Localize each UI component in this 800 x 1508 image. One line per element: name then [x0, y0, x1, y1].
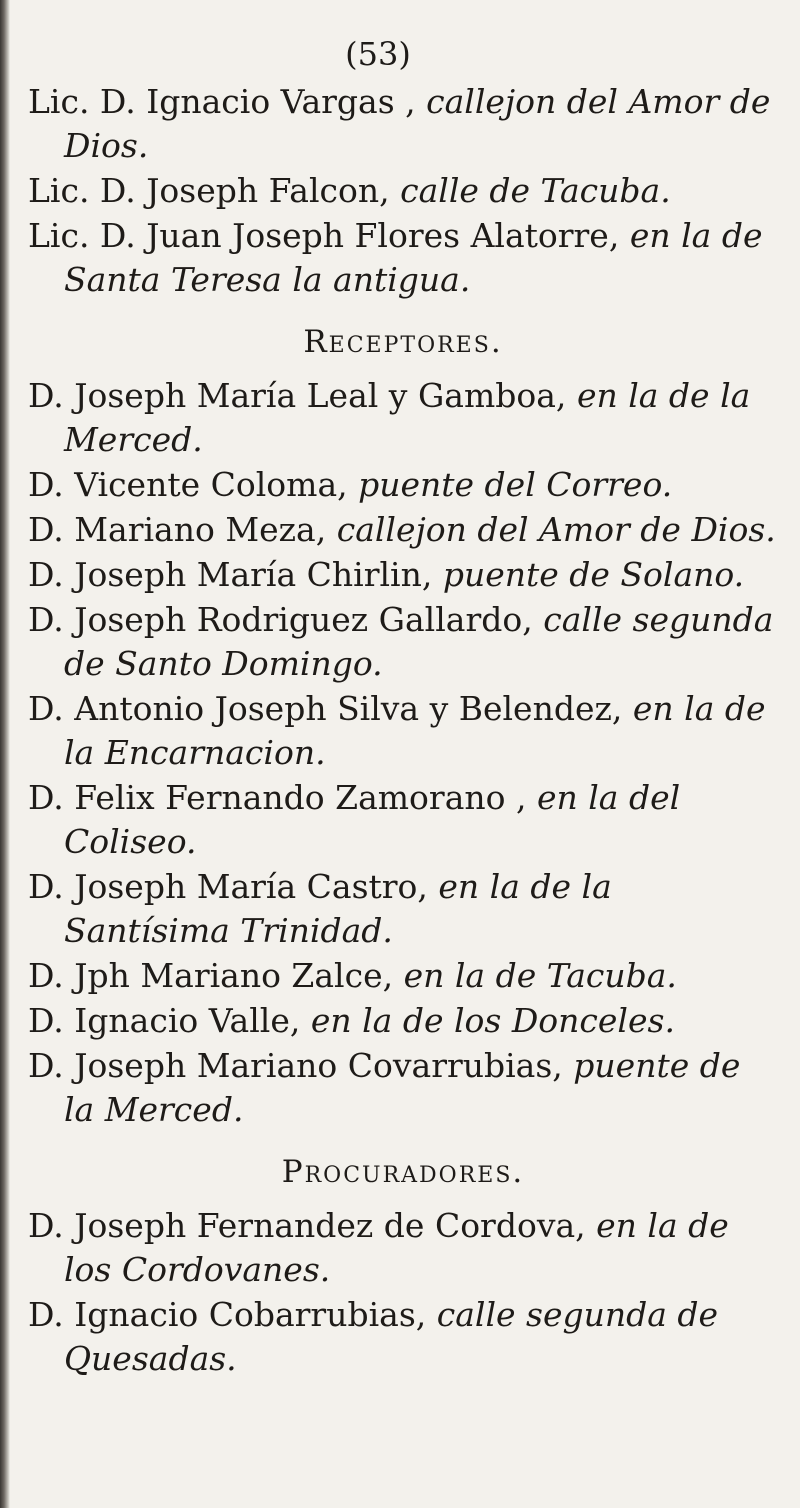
directory-entry [28, 776, 778, 864]
directory-entry [28, 687, 778, 775]
entry-address: callejon del Amor de Dios. [336, 510, 776, 549]
entry-name: D. Joseph María Chirlin, [28, 555, 433, 594]
directory-entry [28, 1204, 778, 1292]
entry-name: D. Joseph Fernandez de Cordova, [28, 1206, 586, 1245]
entry-name: Lic. D. Joseph Falcon, [28, 171, 390, 210]
section [28, 80, 778, 302]
directory-entry [28, 1044, 778, 1132]
entry-address: calle de Tacuba. [400, 171, 671, 210]
directory-entry [28, 999, 778, 1043]
directory-entry [28, 80, 778, 168]
section [28, 1150, 778, 1381]
section [28, 320, 778, 1132]
document-page [28, 34, 778, 1387]
directory-entry [28, 463, 778, 507]
section-heading: Receptores. [303, 324, 503, 360]
entry-address: en la de Tacuba. [403, 956, 677, 995]
directory-entry [28, 374, 778, 462]
entry-name: Lic. D. Juan Joseph Flores Alatorre, [28, 216, 620, 255]
entry-address: puente del Correo. [358, 465, 673, 504]
directory-entry [28, 954, 778, 998]
directory-entry [28, 598, 778, 686]
entry-name: D. Joseph María Castro, [28, 867, 428, 906]
directory-entry [28, 169, 778, 213]
entry-name: D. Mariano Meza, [28, 510, 327, 549]
directory-entry [28, 508, 778, 552]
entry-address: en la de los Donceles. [310, 1001, 675, 1040]
entry-address: en la de la Merced. [64, 376, 751, 459]
entry-address: calle segunda de Quesadas. [64, 1295, 719, 1378]
section-heading: Procuradores. [281, 1154, 525, 1190]
entry-name: D. Felix Fernando Zamorano , [28, 778, 527, 817]
entry-address: puente de la Merced. [64, 1046, 741, 1129]
entry-name: D. Ignacio Cobarrubias, [28, 1295, 427, 1334]
entry-address: en la de los Cordovanes. [64, 1206, 729, 1289]
entry-address: en la del Coliseo. [64, 778, 681, 861]
entry-address: en la de la Santísima Trinidad. [64, 867, 612, 950]
entry-address: callejon del Amor de Dios. [64, 82, 771, 165]
entry-name: D. Vicente Coloma, [28, 465, 348, 504]
directory-entry [28, 1293, 778, 1381]
entry-name: D. Joseph Rodriguez Gallardo, [28, 600, 533, 639]
page-edge-shadow [0, 0, 10, 1508]
entry-address: en la de la Encarnacion. [64, 689, 766, 772]
document-body [28, 80, 778, 1381]
entry-address: en la de Santa Teresa la antigua. [64, 216, 763, 299]
entry-name: D. Jph Mariano Zalce, [28, 956, 394, 995]
entry-name: D. Joseph Mariano Covarrubias, [28, 1046, 563, 1085]
entry-address: calle segunda de Santo Domingo. [64, 600, 774, 683]
directory-entry [28, 553, 778, 597]
directory-entry [28, 214, 778, 302]
entry-name: D. Ignacio Valle, [28, 1001, 301, 1040]
entry-name: D. Joseph María Leal y Gamboa, [28, 376, 567, 415]
page-number: (53) [345, 35, 411, 73]
entry-address: puente de Solano. [442, 555, 745, 594]
entry-name: D. Antonio Joseph Silva y Belendez, [28, 689, 623, 728]
entry-name: Lic. D. Ignacio Vargas , [28, 82, 416, 121]
directory-entry [28, 865, 778, 953]
